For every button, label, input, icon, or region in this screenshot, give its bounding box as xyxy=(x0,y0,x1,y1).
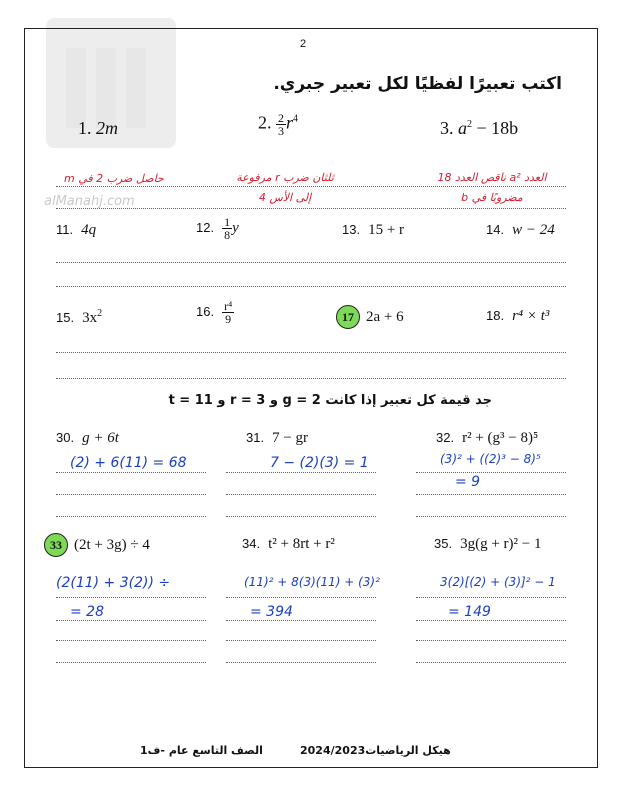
answer-line xyxy=(416,620,566,621)
answer-30: (2) + 6(11) = 68 xyxy=(70,455,187,471)
problem-14: 14. w − 24 xyxy=(486,222,555,238)
problem-1: 1. 2m xyxy=(78,118,118,138)
problem-3: 3. $a^2 - 18b$ xyxy=(440,118,519,138)
footer-grade: الصف التاسع عام -ف1 xyxy=(140,744,263,757)
answer-35-result: = 149 xyxy=(448,604,491,620)
section2-title: جد قيمة كل تعبير إذا كانت g = 2 و r = 3 و t = 11 xyxy=(168,393,492,408)
footer-subject: هيكل الرياضيات2024/2023 xyxy=(300,744,451,757)
answer-33: (2(11) + 3(2)) ÷ xyxy=(56,575,171,591)
answer-line xyxy=(56,286,566,287)
highlight-circle: 17 xyxy=(336,305,360,329)
answer-line xyxy=(226,494,376,495)
answer-31: 7 − (2)(3) = 1 xyxy=(270,455,369,471)
answer-35: 3(2)[(2) + (3)]² − 1 xyxy=(440,575,556,589)
answer-33-result: = 28 xyxy=(70,604,104,620)
problem-12: 12. $\frac{1}{8}$ y xyxy=(196,215,239,242)
answer-line xyxy=(226,472,376,473)
watermark-site: alManahj.com xyxy=(44,194,135,209)
problem-13: 13. 15 + r xyxy=(342,222,405,238)
problem-16: 16. $\frac{\text{r⁴}}{9}$ xyxy=(196,299,233,326)
answer-line xyxy=(226,516,376,517)
section1-title: اكتب تعبيرًا لفظيًا لكل تعبير جبري. xyxy=(273,74,562,94)
answer-32-result: = 9 xyxy=(455,474,481,490)
answer-line xyxy=(56,208,566,209)
problem-34: 34. t² + 8rt + r² xyxy=(242,536,335,552)
answer-line xyxy=(56,352,566,353)
answer-line xyxy=(226,662,376,663)
fraction: $\frac{2}{3}$ xyxy=(278,111,284,138)
problem-11: 11. 4q xyxy=(56,222,97,238)
answer-3: العدد a² ناقص العدد 18 مضروبًا في b xyxy=(437,171,547,204)
answer-line xyxy=(56,516,206,517)
problem-17: 17 2a + 6 xyxy=(336,305,404,329)
answer-line xyxy=(416,640,566,641)
problem-18: 18. r⁴ × t³ xyxy=(486,308,550,324)
answer-34: (11)² + 8(3)(11) + (3)² xyxy=(244,575,380,589)
answer-line xyxy=(416,516,566,517)
answer-line xyxy=(56,640,206,641)
answer-line xyxy=(416,472,566,473)
answer-1: حاصل ضرب 2 في m xyxy=(64,172,164,185)
answer-line xyxy=(416,597,566,598)
answer-34-result: = 394 xyxy=(250,604,293,620)
answer-line xyxy=(56,494,206,495)
problem-35: 35. 3g(g + r)² − 1 xyxy=(434,536,542,552)
answer-2: ثلثان ضرب r مرفوعة إلى الأس 4 xyxy=(236,171,334,204)
answer-line xyxy=(226,620,376,621)
answer-line xyxy=(226,640,376,641)
problem-31: 31. 7 − gr xyxy=(246,430,309,446)
answer-line xyxy=(56,262,566,263)
answer-line xyxy=(56,662,206,663)
answer-line xyxy=(56,186,566,187)
answer-line xyxy=(226,597,376,598)
answer-line xyxy=(56,620,206,621)
answer-line xyxy=(56,472,206,473)
problem-32: 32. r² + (g³ − 8)⁵ xyxy=(436,430,539,446)
problem-15: 15. $3x^2$ xyxy=(56,308,103,326)
answer-line xyxy=(56,378,566,379)
highlight-circle: 33 xyxy=(44,533,68,557)
answer-line xyxy=(416,494,566,495)
page-number: 2 xyxy=(300,38,307,50)
problem-33: 33 (2t + 3g) ÷ 4 xyxy=(44,533,150,557)
problem-2: 2. $\frac{2}{3}$ $r^4$ xyxy=(258,111,299,138)
problem-30: 30. g + 6t xyxy=(56,430,119,446)
answer-line xyxy=(56,597,206,598)
answer-line xyxy=(416,662,566,663)
answer-32: (3)² + ((2)³ − 8)⁵ xyxy=(440,452,541,466)
